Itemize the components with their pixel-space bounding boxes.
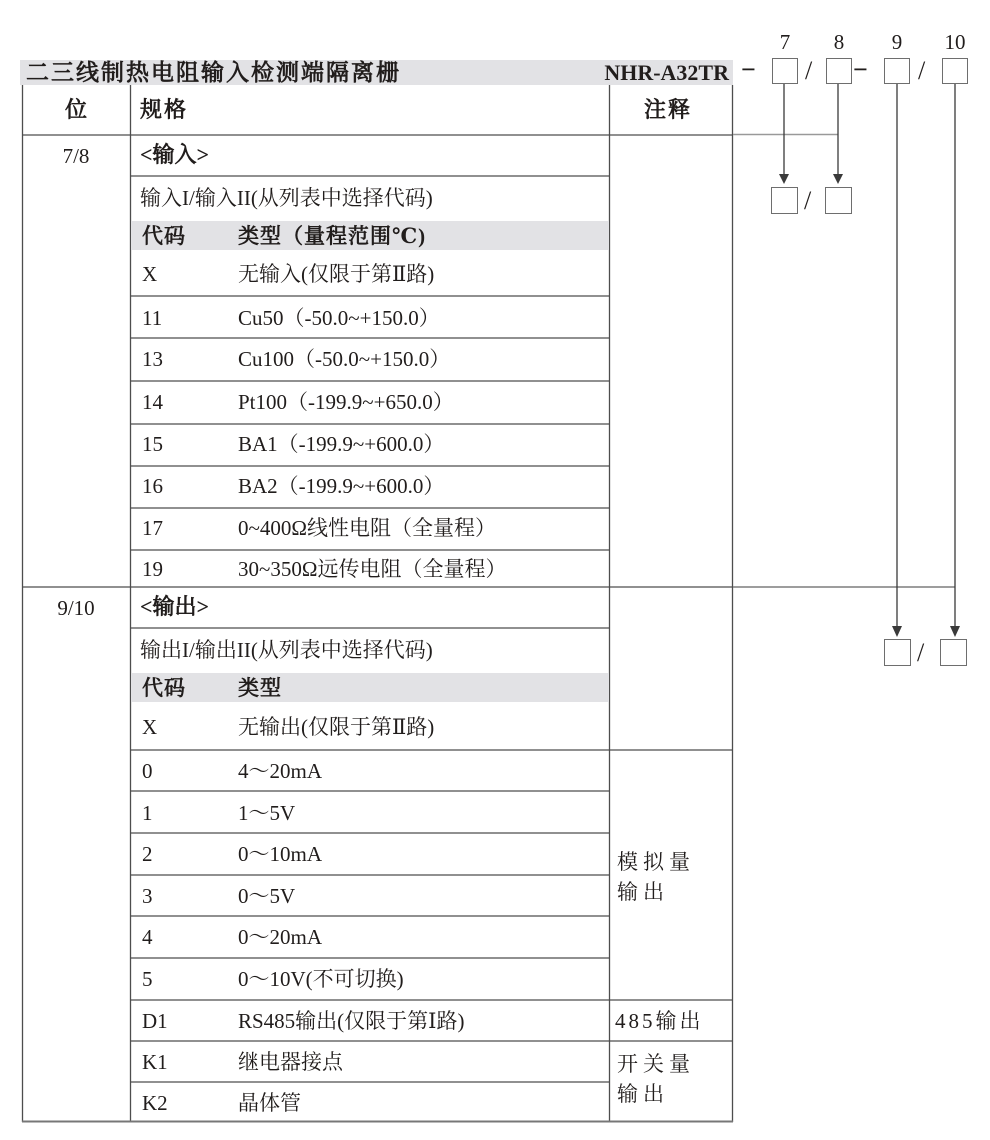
output-section-title: <输出> xyxy=(140,594,210,619)
output-row-type: 无输出(仅限于第Ⅱ路) xyxy=(238,715,435,739)
model-dash-2: − xyxy=(853,55,868,84)
input-row-code: X xyxy=(142,262,158,286)
note-switch-output-line1: 开关量 xyxy=(617,1052,695,1076)
output-row-type: 0～5V xyxy=(238,884,296,908)
connector-arrows xyxy=(779,84,960,637)
input-row-type: 无输入(仅限于第Ⅱ路) xyxy=(238,262,435,286)
code-box-10 xyxy=(942,58,968,84)
output-row-code: 3 xyxy=(142,884,153,908)
digit-label-9: 9 xyxy=(891,30,903,54)
output-row-type: 4～20mA xyxy=(238,759,322,783)
output-row-code: 1 xyxy=(142,801,153,825)
output-row-code: K1 xyxy=(142,1050,168,1074)
input-section-title: <输入> xyxy=(140,142,210,167)
output-row-code: X xyxy=(142,715,158,739)
input-row-type: Cu100（-50.0~+150.0） xyxy=(238,347,451,371)
output-section-subtitle: 输出I/输出II(从列表中选择代码) xyxy=(140,638,433,662)
input-row-type: 0~400Ω线性电阻（全量程） xyxy=(238,516,496,540)
input-row-code: 16 xyxy=(142,474,163,498)
code-box-7 xyxy=(772,58,798,84)
code-box-9 xyxy=(884,58,910,84)
note-switch-output-line2: 输出 xyxy=(617,1082,669,1106)
input-row-code: 17 xyxy=(142,516,163,540)
output-type-header: 类型 xyxy=(238,676,282,700)
output-row-type: 0～10V(不可切换) xyxy=(238,967,404,991)
input-row-code: 15 xyxy=(142,432,163,456)
output-row-code: D1 xyxy=(142,1009,168,1033)
code-box-8 xyxy=(826,58,852,84)
model-slash-1: / xyxy=(805,56,813,85)
col-header-position: 位 xyxy=(64,97,87,122)
output-row-type: 晶体管 xyxy=(238,1091,301,1115)
input-row-code: 13 xyxy=(142,347,163,371)
input-row-code: 11 xyxy=(142,306,163,330)
model-slash-2: / xyxy=(918,56,926,85)
output-code-header-bar xyxy=(131,673,609,702)
output-code-header: 代码 xyxy=(142,676,186,700)
note-analog-output-line2: 输出 xyxy=(617,880,669,904)
output-row-code: 5 xyxy=(142,967,153,991)
col-header-spec: 规格 xyxy=(140,97,189,122)
output-position-cell: 9/10 xyxy=(57,596,95,620)
input-pair-slash: / xyxy=(804,186,812,215)
input-row-type: Pt100（-199.9~+650.0） xyxy=(238,390,454,414)
input-row-type: Cu50（-50.0~+150.0） xyxy=(238,306,440,330)
output-pair-slash: / xyxy=(917,638,925,667)
col-header-note: 注释 xyxy=(643,97,692,122)
input-section-subtitle: 输入I/输入II(从列表中选择代码) xyxy=(140,186,433,210)
output-code-pair-box-2 xyxy=(940,639,967,666)
output-row-type: 0～20mA xyxy=(238,925,322,949)
input-code-pair-box-1 xyxy=(771,187,798,214)
page-title: 二三线制热电阻输入检测端隔离栅 xyxy=(26,60,401,85)
output-row-code: K2 xyxy=(142,1091,168,1115)
output-row-code: 0 xyxy=(142,759,153,783)
note-485-output: 485输出 xyxy=(615,1009,704,1033)
digit-label-10: 10 xyxy=(944,30,966,54)
output-code-pair-box-1 xyxy=(884,639,911,666)
digit-label-8: 8 xyxy=(833,30,845,54)
input-position-cell: 7/8 xyxy=(62,144,90,168)
digit-label-7: 7 xyxy=(779,30,791,54)
input-row-type: BA2（-199.9~+600.0） xyxy=(238,474,445,498)
model-dash-1: − xyxy=(741,55,756,84)
input-row-type: BA1（-199.9~+600.0） xyxy=(238,432,445,456)
output-row-type: RS485输出(仅限于第Ⅰ路) xyxy=(238,1009,465,1033)
output-row-type: 1～5V xyxy=(238,801,296,825)
input-code-pair-box-2 xyxy=(825,187,852,214)
note-analog-output-line1: 模拟量 xyxy=(617,850,695,874)
output-row-type: 0～10mA xyxy=(238,842,322,866)
input-code-header: 代码 xyxy=(142,224,186,248)
model-number: NHR-A32TR xyxy=(604,60,729,85)
output-row-code: 4 xyxy=(142,925,153,949)
input-row-code: 14 xyxy=(142,390,163,414)
output-row-code: 2 xyxy=(142,842,153,866)
input-row-type: 30~350Ω远传电阻（全量程） xyxy=(238,557,507,581)
input-type-header: 类型（量程范围℃) xyxy=(238,224,427,248)
input-row-code: 19 xyxy=(142,557,163,581)
output-row-type: 继电器接点 xyxy=(238,1050,343,1074)
